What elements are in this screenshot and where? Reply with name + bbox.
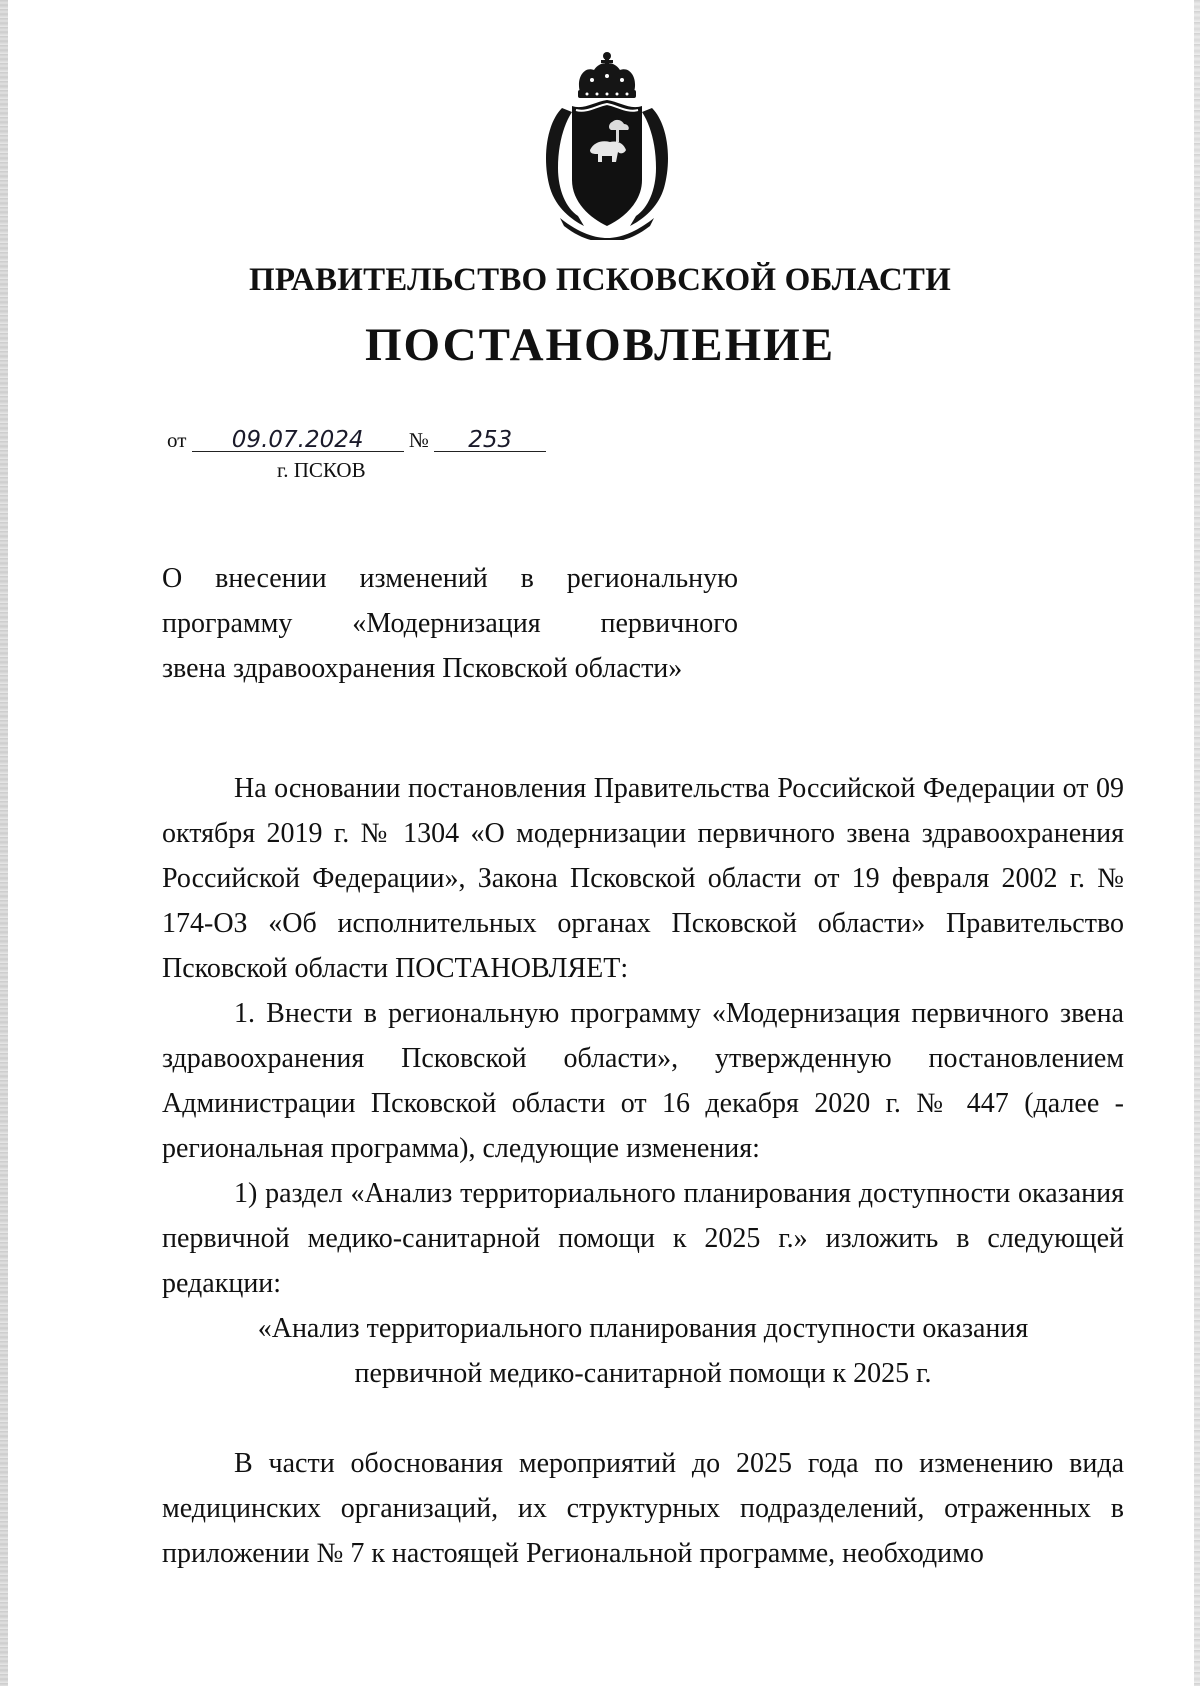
reference-line [167, 428, 546, 453]
subject-line: О внесении изменений в региональную [162, 563, 738, 594]
city-label: г. ПСКОВ [277, 458, 366, 482]
document-number: 253 [434, 429, 546, 452]
section-heading: первичной медико-санитарной помощи к 2025 г. [354, 1358, 932, 1389]
government-title: ПРАВИТЕЛЬСТВО ПСКОВСКОЙ ОБЛАСТИ [248, 262, 952, 298]
body-paragraph: На основании постановления Правительства Российской Федерации от 09 октября 2019 г. № 1304 «О модернизации первичного звена здравоохранения Российской Федерации», Закона Псковской области от 19 февраля 2002 г. № 174-ОЗ «Об исполнительных органах Псковской области» Правительство Псковской области ПОСТАНОВЛЯЕТ: [162, 773, 1124, 984]
subject-line: звена здравоохранения Псковской области» [162, 653, 683, 684]
pskov-coat-of-arms-icon [532, 50, 682, 240]
scan-edge-left [0, 0, 8, 1686]
document-body [162, 766, 1124, 1576]
subject-line: программу «Модернизация первичного [162, 608, 738, 639]
document-type-title: ПОСТАНОВЛЕНИЕ [364, 319, 836, 371]
section-heading: «Анализ территориального планирования доступности оказания [257, 1313, 1029, 1344]
number-prefix: № [408, 428, 429, 452]
document-date: 09.07.2024 [192, 429, 404, 452]
body-paragraph: В части обоснования мероприятий до 2025 года по изменению вида медицинских организаций, их структурных подразделений, отраженных в приложении № 7 к настоящей Региональной программе, необходимо [162, 1448, 1124, 1569]
document-subject [162, 556, 738, 691]
scan-edge-right [1194, 0, 1200, 1686]
body-paragraph: 1. Внести в региональную программу «Модернизация первичного звена здравоохранения Псковской области», утвержденную постановлением Администрации Псковской области от 16 декабря 2020 г. № 447 (далее - региональная программа), следующие изменения: [162, 998, 1124, 1164]
date-prefix: от [167, 428, 187, 452]
paragraph-gap [162, 1396, 1124, 1441]
body-paragraph: 1) раздел «Анализ территориального планирования доступности оказания первичной медико-санитарной помощи к 2025 г.» изложить в следующей редакции: [162, 1178, 1124, 1299]
